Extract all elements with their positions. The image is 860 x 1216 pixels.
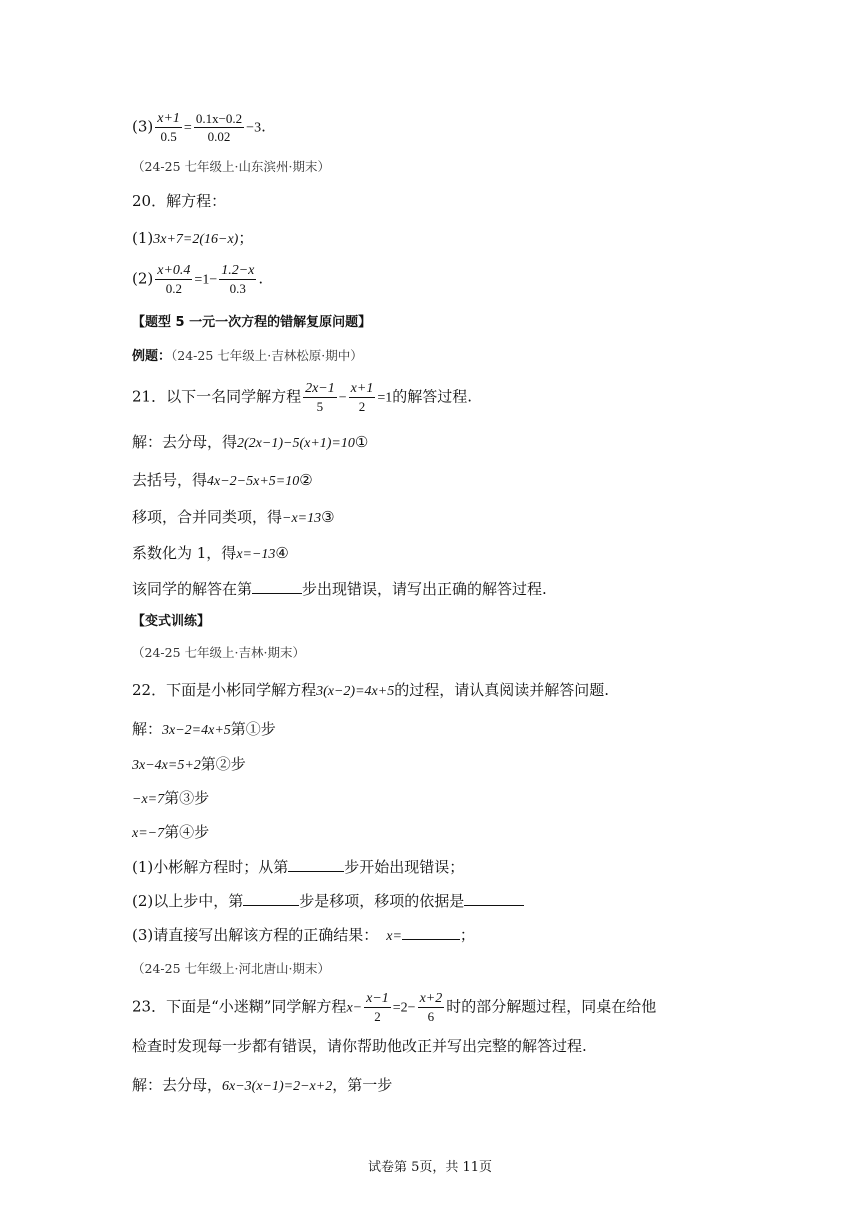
q23-statement: 23．下面是“小迷糊”同学解方程x− $\frac{x-1}{2}$ =2− $\frac{x+2}{6}$ 时的部分解题过程，同桌在给他: [132, 991, 657, 1024]
q21-step3: 移项，合并同类项，得−x=13③: [132, 508, 335, 526]
answer-blank: [288, 857, 344, 872]
q22-statement: 22．下面是小彬同学解方程3(x−2)=4x+5的过程，请认真阅读并解答问题.: [132, 681, 609, 699]
q21-statement: 21．以下一名同学解方程 $\frac{2x-1}{5}$ − $\frac{x+1}{2}$ =1的解答过程.: [132, 381, 473, 414]
q22-step4: x=−7第④步: [132, 823, 210, 841]
q23-step1: 解：去分母，6x−3(x−1)=2−x+2，第一步: [132, 1076, 393, 1094]
q20-part2: (2) $\frac{x+0.4}{0.2}$ =1− $\frac{1.2-x}{0.3}$ .: [132, 263, 264, 296]
example-line: 例题：（24-25 七年级上·吉林松原·期中）: [132, 348, 363, 364]
q22-step2: 3x−4x=5+2第②步: [132, 755, 246, 773]
fraction: $\frac{0.1x-0.2}{0.02}$: [195, 111, 243, 144]
fraction: $\frac{x-1}{2}$: [366, 991, 389, 1024]
answer-blank: [402, 925, 460, 940]
fraction: $\frac{x+0.4}{0.2}$: [157, 263, 191, 296]
q23-statement-cont: 检查时发现每一步都有错误，请你帮助他改正并写出完整的解答过程.: [132, 1037, 587, 1055]
q22-step3: −x=7第③步: [132, 789, 210, 807]
fraction: $\frac{x+1}{0.5}$: [157, 111, 180, 144]
section-heading: 【题型 5 一元一次方程的错解复原问题】: [132, 315, 372, 330]
source-tag: （24-25 七年级上·山东滨州·期末）: [132, 159, 330, 174]
answer-blank: [243, 891, 299, 906]
q19-part3: (3) $\frac{x+1}{0.5}$ = $\frac{0.1x-0.2}{0.02}$ −3.: [132, 111, 266, 144]
q20-part1: (1)3x+7=2(16−x)；: [132, 229, 254, 247]
source-tag: （24-25 七年级上·吉林·期末）: [132, 645, 305, 660]
answer-blank: [464, 891, 524, 906]
q22-part1: (1)小彬解方程时；从第 步开始出现错误；: [132, 858, 465, 876]
page-footer: 试卷第 5页，共 11页: [367, 1160, 493, 1175]
fraction: $\frac{1.2-x}{0.3}$: [221, 263, 255, 296]
q21-step4: 系数化为 1，得x=−13④: [132, 544, 289, 562]
q21-step2: 去括号，得4x−2−5x+5=10②: [132, 471, 313, 489]
q20-title: 20．解方程：: [132, 192, 227, 210]
q22-part2: (2)以上步中，第 步是移项，移项的依据是: [132, 890, 524, 912]
fraction: $\frac{2x-1}{5}$: [305, 381, 335, 414]
fraction: $\frac{x+2}{6}$: [419, 991, 443, 1024]
q21-step1: 解：去分母，得2(2x−1)−5(x+1)=10①: [132, 433, 369, 451]
q22-part3: (3)请直接写出解该方程的正确结果： x= ；: [132, 926, 475, 944]
q22-step1: 解：3x−2=4x+5第①步: [132, 720, 276, 738]
source-tag: （24-25 七年级上·河北唐山·期末）: [132, 961, 330, 976]
variant-heading: 【变式训练】: [132, 614, 211, 629]
q21-question: 该同学的解答在第 步出现错误，请写出正确的解答过程.: [132, 580, 547, 598]
fraction: $\frac{x+1}{2}$: [350, 381, 374, 414]
answer-blank: [252, 579, 302, 594]
